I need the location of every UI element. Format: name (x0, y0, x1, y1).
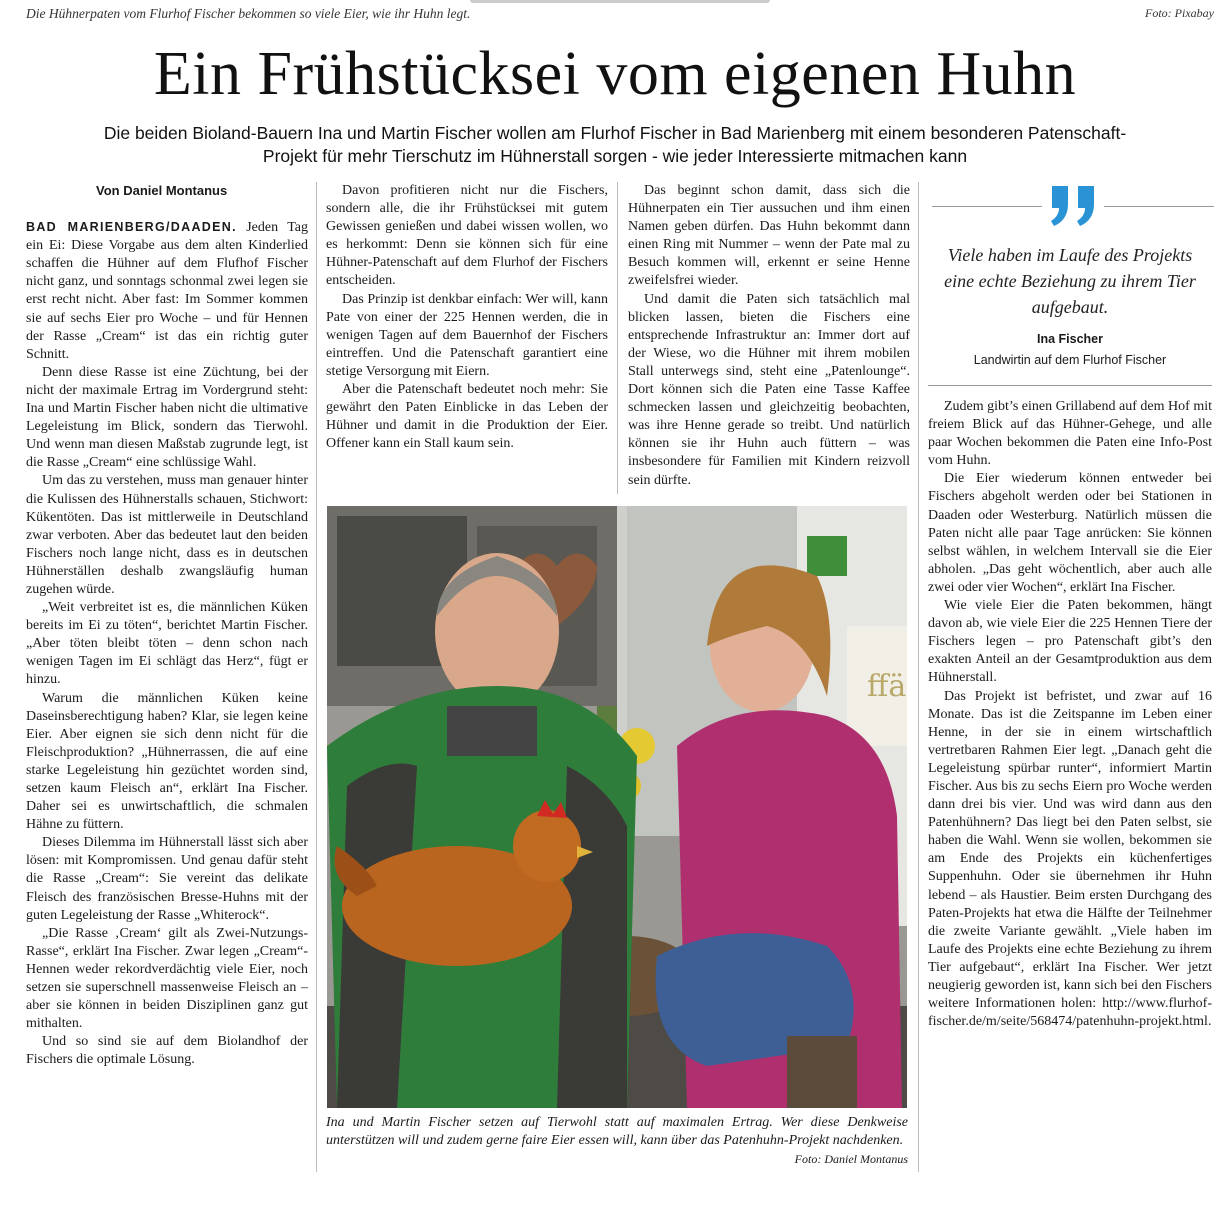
paragraph: BAD MARIENBERG/DAADEN. Jeden Tag ein Ei: Diese Vorgabe aus dem alten Kinderlied schaffen die Hühner auf dem Flufhof Fischer nicht ganz, und sonntags schonmal zwei legen sie erst recht nicht. Aber fast: Im Sommer kommen sie auf sechs Eier pro Woche – und für Hennen der Rasse „Cream“ ist das ein richtig guter Schnitt. (26, 220, 308, 362)
paragraph: Aber die Patenschaft bedeutet noch mehr: Sie gewährt den Paten Einblicke in das Leben der Hühner und damit in die Produktion der Eier. Offener kann ein Stall kaum sein. (326, 382, 608, 452)
column-divider (316, 182, 317, 1172)
farmers-with-chicken-illustration (327, 506, 907, 1108)
paragraph: Davon profitieren nicht nur die Fischers, sondern alle, die ihr Frühstücksei mit gutem Gewissen genießen und dabei wissen wollen, wo es herkommt: Denn sie können sich für eine Hühner-Patenschaft auf dem Flurhof der Fischers entscheiden. (326, 183, 608, 289)
top-photo-credit: Foto: Pixabay (1145, 6, 1214, 20)
article-column-2 (326, 182, 608, 453)
photo-caption-bar (0, 0, 1230, 28)
article-subheadline: Die beiden Bioland-Bauern Ina und Martin Fischer wollen am Flurhof Fischer in Bad Marienberg mit einem besonderen Patenschaft-Projekt für mehr Tierschutz im Hühnerstall sorgen - wie jeder Interessierte mitmachen kann (103, 123, 1127, 166)
photo-caption-credit: Foto: Daniel Montanus (794, 1152, 908, 1166)
column-divider (617, 182, 618, 494)
photo-caption-text: Ina und Martin Fischer setzen auf Tierwohl statt auf maximalen Ertrag. Wer diese Denkweise unterstützen will und zudem gerne faire Eier essen will, kann über das Patenhuhn-Projekt nachdenken. (326, 1115, 908, 1148)
quote-rule-right (1104, 206, 1214, 207)
dateline: BAD MARIENBERG/DAADEN. (26, 220, 237, 235)
paragraph: Und damit die Paten sich tatsächlich mal blicken lassen, bieten die Fischers eine entsprechende Infrastruktur an: Immer dort auf der Wiese, wo die Hühner mit ihrem mobilen Stall unterwegs sind, steht eine „Patenlounge“. Dort können sich die Paten eine Tasse Kaffee schmecken lassen und gleichzeitig beobachten, was ihre Henne gerade so treibt. Und natürlich können sie ihr Huhn auch füttern – was insbesondere für Familien mit Kindern reizvoll sein dürfte. (628, 291, 910, 488)
paragraph: „Die Rasse ‚Cream‘ gilt als Zwei-Nutzungs-Rasse“, erklärt Ina Fischer. Zwar legen „Cream“-Hennen weder rekordverdächtig viele Eier, noch setzen sie superschnell massenweise Fleisch an – aber sie können in beiden Disziplinen ganz gut mithalten. (26, 925, 308, 1032)
quote-bottom-rule (928, 385, 1212, 386)
paragraph: Das Prinzip ist denkbar einfach: Wer will, kann Pate von einer der 225 Hennen werden, die in wenigen Tagen auf dem Bauernhof der Fischers eintreffen. Und die Patenschaft garantiert eine stetige Versorgung mit Eiern. (326, 291, 608, 379)
paragraph: Die Eier wiederum können entweder bei Fischers abgeholt werden oder bei Stationen in Daaden oder Westerburg. Natürlich müssen die Paten nicht alle paar Tage anrücken: Sie können selbst wählen, in welchem Intervall sie die Eier abholen. „Das geht wöchentlich, aber auch alle zwei oder vier Wochen“, erklärt Ina Fischer. (928, 471, 1212, 595)
paragraph: Um das zu verstehen, muss man genauer hinter die Kulissen des Hühnerstalls schauen, Stichwort: Kükentöten. Das ist mittlerweile in Deutschland zwar verboten. Aber das bedeutet laut den beiden Fischers noch lange nicht, dass es in deutschen Hühnerställen deshalb zwangsläufig human zugehen würde. (26, 473, 308, 597)
quote-author-role: Landwirtin auf dem Flurhof Fischer (973, 353, 1167, 367)
paragraph: Das beginnt schon damit, dass sich die Hühnerpaten ein Tier aussuchen und ihm einen Namen geben dürfen. Das Huhn bekommt dann einen Ring mit Nummer – wenn der Pate mal zu Besuch kommen will, erkennt er seine Henne zweifelsfrei wieder. (628, 183, 910, 289)
paragraph: Denn diese Rasse ist eine Züchtung, bei der nicht der maximale Ertrag im Vordergrund steht: Ina und Martin Fischer haben nicht die ultimative Legeleistung im Blick, sondern das Tierwohl. Und wenn man diesen Maßstab zugrunde legt, ist die Rasse „Cream“ eine schlüssige Wahl. (26, 364, 308, 471)
article-column-1 (26, 182, 308, 1070)
sign-lettering: ffä (867, 669, 907, 704)
top-photo-caption: Die Hühnerpaten vom Flurhof Fischer bekommen so viele Eier, wie ihr Huhn legt. (26, 6, 471, 21)
paragraph: Wie viele Eier die Paten bekommen, hängt davon ab, wie viele Eier die 225 Hennen Tiere der Fischers legen – pro Patenschaft gibt’s den exakten Anteil an der Gesamtproduktion aus dem Hühnerstall. (928, 598, 1212, 686)
quote-text: Viele haben im Laufe des Projekts eine echte Beziehung zu ihrem Tier aufgebaut. (944, 245, 1196, 317)
article-photo (327, 506, 907, 1108)
paragraph: Das Projekt ist befristet, und zwar auf 16 Monate. Das ist die Zeitspanne im Leben einer Henne, in der sie in einem wirtschaftlich vertretbaren Rahmen Eier legt. „Danach geht die Legeleistung spürbar runter“, informiert Martin Fischer. Aus bis zu sechs Eiern pro Woche werden dann drei bis vier. Und was wird dann aus den Patenhühnern? Das liegt bei den Paten selbst, sie haben die Wahl. Wenn sie wollen, bekommen sie am Ende des Projekts ein küchenfertiges Suppenhuhn. Oder sie übernehmen ihr Huhn lebend – als Haustier. Beim ersten Durchgang des Paten-Projekts hat etwa die Hälfte der Teilnehmer die zweite Variante gewählt. „Viele haben im Laufe des Projekts eine echte Beziehung zu ihrem Tier aufgebaut“, erklärt Ina Fischer. Wer jetzt neugierig geworden ist, kann sich bei den Fischers weitere Informationen holen: http://www.flurhof-fischer.de/m/seite/568474/patenhuhn-projekt.html. (928, 688, 1212, 1030)
quote-rule-left (932, 206, 1042, 207)
byline: Von Daniel Montanus (96, 183, 228, 198)
paragraph: Warum die männlichen Küken keine Daseinsberechtigung haben? Klar, sie legen keine Eier. Aber eignen sie sich denn nicht für die Fleischproduktion? „Hühnerrassen, die auf eine starke Legeleistung hin gezüchtet worden sind, setzen kaum Fleisch an“, erklärt Ina Fischer. Daher sei es unwirtschaftlich, die schmalen Hähne zu füttern. (26, 690, 308, 833)
paragraph: Dieses Dilemma im Hühnerstall lässt sich aber lösen: mit Kompromissen. Und genau dafür steht die Rasse „Cream“: Sie vereint das delikate Fleisch des französischen Bresse-Huhns mit der guten Legeleistung der Rasse „Whiterock“. (26, 835, 308, 923)
article-column-3 (628, 182, 910, 490)
paragraph: „Weit verbreitet ist es, die männlichen Küken bereits im Ei zu töten“, berichtet Martin Fischer. „Aber töten bleibt töten – denn schon nach wenigen Tagen im Ei schlägt das Herz“, fügt er hinzu. (26, 600, 308, 688)
quote-author: Ina Fischer (1037, 332, 1103, 346)
photo-caption (326, 1114, 908, 1168)
article-column-4 (928, 398, 1212, 1031)
paragraph: Und so sind sie auf dem Biolandhof der Fischers die optimale Lösung. (26, 1034, 308, 1068)
quote-mark-icon (1046, 182, 1102, 230)
pull-quote (928, 182, 1212, 387)
column-divider (918, 182, 919, 1172)
paragraph: Zudem gibt’s einen Grillabend auf dem Hof mit freiem Blick auf das Hühner-Gehege, und alle paar Wochen bekommen die Paten eine Info-Post vom Huhn. (928, 399, 1212, 469)
article-headline: Ein Frühstücksei vom eigenen Huhn (153, 40, 1077, 108)
